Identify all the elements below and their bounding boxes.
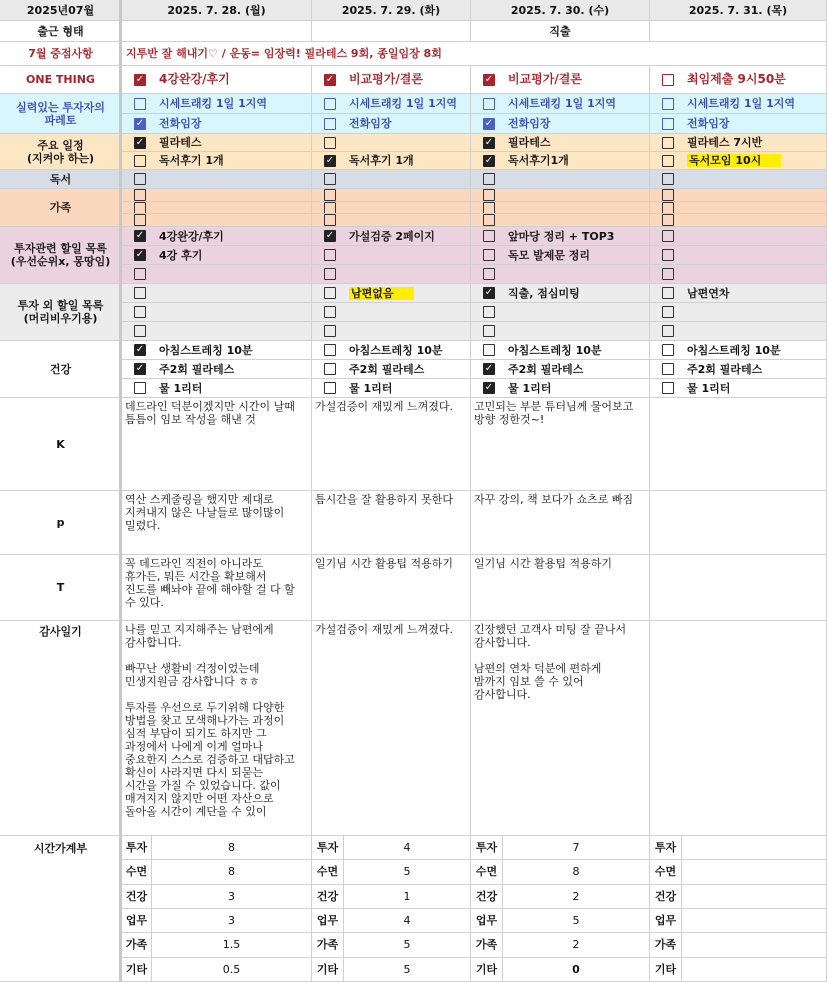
task-text: 전화임장 [349, 117, 392, 130]
reading-item[interactable] [312, 170, 471, 189]
checkbox-icon[interactable] [324, 268, 336, 280]
task-text: 독서후기 1개 [349, 154, 414, 167]
day-header: 2025. 7. 31. (목) [650, 0, 827, 21]
timebook-category: 기타 [312, 958, 344, 982]
row-label-timebook: 시간가계부 [0, 836, 122, 982]
task-text: 독모 발제문 정리 [508, 248, 591, 262]
investor-item[interactable] [312, 94, 471, 114]
timebook-category: 기타 [471, 958, 503, 982]
checkbox-icon[interactable] [483, 214, 495, 226]
schedule-item[interactable] [650, 134, 827, 152]
timebook-category: 가족 [650, 933, 682, 957]
task-text: 직출, 점심미팅 [508, 286, 580, 300]
checkbox-icon[interactable] [324, 189, 336, 201]
k-note[interactable] [650, 398, 827, 491]
checkbox-icon[interactable] [483, 306, 495, 318]
family-item[interactable] [122, 189, 312, 202]
timebook-value[interactable]: 1.5 [152, 933, 312, 957]
health-item[interactable] [650, 341, 827, 360]
checkbox-icon[interactable] [662, 214, 674, 226]
other-todo-item[interactable] [471, 284, 650, 303]
checkbox-icon[interactable] [662, 268, 674, 280]
other-todo-item[interactable] [650, 322, 827, 341]
task-text: 아침스트레칭 10분 [508, 343, 602, 357]
task-text: 앞마당 정리 + TOP3 [508, 229, 615, 243]
family-item[interactable] [650, 189, 827, 202]
checked-box-icon[interactable]: ✓ [135, 363, 145, 374]
timebook-category: 수면 [650, 860, 682, 884]
checkbox-icon[interactable] [324, 249, 336, 261]
health-item[interactable] [650, 379, 827, 398]
checkbox-icon[interactable] [483, 98, 495, 110]
investor-item[interactable] [471, 94, 650, 114]
checkbox-icon[interactable] [134, 173, 146, 185]
timebook-value[interactable]: 5 [344, 860, 471, 884]
focus-value: 지투반 잘 해내기♡ / 운동= 임장력! 필라테스 9회, 종일임장 8회 [126, 47, 442, 60]
checkbox-icon[interactable] [324, 118, 336, 130]
task-text: 독서모임 10시 [687, 154, 781, 167]
reading-item[interactable] [122, 170, 312, 189]
task-text: 독서후기1개 [508, 154, 569, 167]
gratitude-note[interactable]: 나를 믿고 지지해주는 남편에게 감사합니다. 빠꾸난 생활비 걱정이었는데 민생지원금 감사합니다 ㅎㅎ 투자를 우선으로 두기위해 다양한 방법을 찾고 모색해나가는 과정이 심적 부담이 되기도 하지만 그 과정에서 나에게 이게 얼마나 중요한지 스스로 검증하고 대답하고 확신이 사라지면 다시 되묻는 시간을 가질 수 있었습니다. 값이 매겨지지 않지만 어떤 자산으로 돌아올 시간이 계단을 수 있이 [122, 621, 312, 836]
checkbox-icon[interactable] [134, 202, 146, 214]
one-thing-task[interactable] [312, 66, 471, 94]
work-type-cell[interactable] [312, 21, 471, 42]
checkbox-icon[interactable] [662, 98, 674, 110]
task-text: 필라테스 [508, 136, 551, 149]
checked-box-icon[interactable]: ✓ [484, 73, 494, 85]
other-todo-item[interactable] [312, 303, 471, 322]
checkbox-icon[interactable] [483, 173, 495, 185]
checkbox-icon[interactable] [483, 189, 495, 201]
checked-box-icon[interactable]: ✓ [135, 249, 145, 260]
row-label-focus: 7월 중점사항 [0, 42, 122, 66]
family-item[interactable] [471, 214, 650, 227]
timebook-category: 수면 [122, 860, 152, 884]
timebook-value[interactable]: 4 [344, 909, 471, 933]
timebook-category: 가족 [471, 933, 503, 957]
checked-box-icon[interactable]: ✓ [135, 344, 145, 355]
row-label-gratitude: 감사일기 [0, 621, 122, 836]
checked-box-icon[interactable]: ✓ [135, 117, 145, 129]
timebook-category: 수면 [312, 860, 344, 884]
invest-todo-item[interactable] [650, 265, 827, 284]
frozen-column-divider[interactable] [119, 0, 122, 982]
checkbox-icon[interactable] [324, 325, 336, 337]
task-text: 아침스트레칭 10분 [159, 343, 253, 357]
gratitude-note[interactable] [650, 621, 827, 836]
gratitude-note[interactable]: 긴장했던 고객사 미팅 잘 끝나서 감사합니다. 남편의 연차 덕분에 편하게 밤까지 임보 쓸 수 있어 감사합니다. [471, 621, 650, 836]
checked-box-icon[interactable]: ✓ [484, 117, 494, 129]
p-note[interactable]: 역산 스케줄링을 했지만 제대로 지켜내지 않은 나날들로 많이많이 밀렸다. [122, 491, 312, 555]
invest-todo-item[interactable] [650, 227, 827, 246]
checkbox-icon[interactable] [324, 214, 336, 226]
timebook-category: 투자 [122, 836, 152, 860]
checkbox-icon[interactable] [483, 249, 495, 261]
checkbox-icon[interactable] [662, 382, 674, 394]
investor-item[interactable] [650, 94, 827, 114]
family-item[interactable] [312, 202, 471, 215]
checked-box-icon[interactable]: ✓ [325, 154, 335, 166]
one-thing-task[interactable] [122, 66, 312, 94]
family-item[interactable] [122, 214, 312, 227]
timebook-value[interactable]: 5 [344, 958, 471, 982]
timebook-value[interactable] [682, 836, 827, 860]
checkbox-icon[interactable] [662, 189, 674, 201]
one-thing-task[interactable] [650, 66, 827, 94]
p-note[interactable]: 자꾸 강의, 책 보다가 쇼츠로 빠짐 [471, 491, 650, 555]
other-todo-item[interactable] [312, 284, 471, 303]
timebook-value[interactable] [682, 885, 827, 909]
checkbox-icon[interactable] [483, 325, 495, 337]
health-item[interactable] [471, 379, 650, 398]
checked-box-icon[interactable]: ✓ [135, 136, 145, 148]
investor-item[interactable] [312, 114, 471, 134]
task-text: 전화임장 [687, 117, 730, 130]
timebook-value[interactable] [682, 860, 827, 884]
schedule-item[interactable] [650, 152, 827, 170]
task-text: 시세트래킹 1일 1지역 [349, 97, 457, 110]
invest-todo-item[interactable] [650, 246, 827, 265]
timebook-category: 기타 [650, 958, 682, 982]
k-note[interactable]: 데드라인 덕분이겠지만 시간이 날때 틈틈이 임보 작성을 해낸 것 [122, 398, 312, 491]
checkbox-icon[interactable] [483, 230, 495, 242]
checkbox-icon[interactable] [662, 306, 674, 318]
checkbox-icon[interactable] [324, 306, 336, 318]
task-text: 독서후기 1개 [159, 154, 224, 167]
timebook-category: 투자 [471, 836, 503, 860]
checkbox-icon[interactable] [483, 344, 495, 356]
checkbox-icon[interactable] [662, 118, 674, 130]
checkbox-icon[interactable] [324, 363, 336, 375]
timebook-value[interactable]: 5 [503, 909, 650, 933]
checkbox-icon[interactable] [483, 202, 495, 214]
health-item[interactable] [122, 360, 312, 379]
checkbox-icon[interactable] [483, 268, 495, 280]
task-text: 시세트래킹 1일 1지역 [687, 97, 795, 110]
checkbox-icon[interactable] [134, 214, 146, 226]
schedule-item[interactable] [122, 152, 312, 170]
other-todo-item[interactable] [471, 322, 650, 341]
invest-todo-item[interactable] [312, 265, 471, 284]
timebook-category: 건강 [471, 885, 503, 909]
row-label-work-type: 출근 형태 [0, 21, 122, 42]
month-header: 2025년07월 [0, 0, 122, 21]
checkbox-icon[interactable] [662, 249, 674, 261]
checkbox-icon[interactable] [662, 137, 674, 149]
task-text: 시세트래킹 1일 1지역 [159, 97, 267, 110]
checkbox-icon[interactable] [324, 173, 336, 185]
health-item[interactable] [312, 379, 471, 398]
t-note[interactable]: 일기님 시간 활용팁 적용하기 [471, 555, 650, 621]
schedule-item[interactable] [471, 134, 650, 152]
other-todo-item[interactable] [650, 284, 827, 303]
invest-todo-item[interactable] [312, 246, 471, 265]
health-item[interactable] [312, 360, 471, 379]
day-header: 2025. 7. 29. (화) [312, 0, 471, 21]
task-text: 아침스트레칭 10분 [687, 343, 781, 357]
timebook-value[interactable]: 1 [344, 885, 471, 909]
timebook-value[interactable] [682, 933, 827, 957]
row-label-k: K [0, 398, 122, 491]
health-item[interactable] [471, 341, 650, 360]
gratitude-note[interactable]: 가설검증이 재밌게 느껴졌다. [312, 621, 471, 836]
task-text: 4강완강/후기 [159, 229, 224, 243]
checkbox-icon[interactable] [134, 382, 146, 394]
reading-item[interactable] [650, 170, 827, 189]
timebook-category: 업무 [471, 909, 503, 933]
task-text: 비교평가/결론 [349, 72, 423, 86]
t-note[interactable] [650, 555, 827, 621]
family-item[interactable] [122, 202, 312, 215]
timebook-value[interactable]: 8 [503, 860, 650, 884]
checkbox-icon[interactable] [662, 325, 674, 337]
checkbox-icon[interactable] [662, 202, 674, 214]
checkbox-icon[interactable] [134, 325, 146, 337]
task-text: 남편연차 [687, 286, 730, 300]
timebook-value[interactable]: 3 [152, 909, 312, 933]
timebook-value[interactable]: 2 [503, 933, 650, 957]
work-type-cell[interactable]: 직출 [471, 21, 650, 42]
task-text: 주2회 필라테스 [687, 362, 763, 376]
checkbox-icon[interactable] [662, 287, 674, 299]
task-text: 주2회 필라테스 [159, 362, 235, 376]
checkbox-icon[interactable] [324, 98, 336, 110]
family-item[interactable] [471, 202, 650, 215]
timebook-category: 투자 [312, 836, 344, 860]
schedule-item[interactable] [471, 152, 650, 170]
p-note[interactable] [650, 491, 827, 555]
row-label-p: p [0, 491, 122, 555]
timebook-category: 건강 [122, 885, 152, 909]
health-item[interactable] [312, 341, 471, 360]
work-type-cell[interactable] [122, 21, 312, 42]
row-label-health: 건강 [0, 341, 122, 398]
invest-todo-item[interactable] [471, 246, 650, 265]
timebook-category: 가족 [312, 933, 344, 957]
checked-box-icon[interactable]: ✓ [135, 73, 145, 85]
focus-text[interactable] [122, 42, 827, 66]
health-item[interactable] [122, 341, 312, 360]
row-label-reading: 독서 [0, 170, 122, 189]
invest-todo-item[interactable] [122, 265, 312, 284]
timebook-value[interactable]: 0.5 [152, 958, 312, 982]
row-label-t: T [0, 555, 122, 621]
checkbox-icon[interactable] [662, 230, 674, 242]
k-note[interactable]: 가설검증이 재밌게 느껴졌다. [312, 398, 471, 491]
checkbox-icon[interactable] [662, 363, 674, 375]
task-text: 4강완강/후기 [159, 72, 230, 86]
checkbox-icon[interactable] [134, 268, 146, 280]
checked-box-icon[interactable]: ✓ [484, 287, 494, 298]
checked-box-icon[interactable]: ✓ [484, 382, 494, 393]
invest-todo-item[interactable] [122, 227, 312, 246]
schedule-item[interactable] [312, 152, 471, 170]
checkbox-icon[interactable] [662, 155, 674, 167]
invest-todo-item[interactable] [471, 265, 650, 284]
timebook-category: 기타 [122, 958, 152, 982]
row-label-other-todo: 투자 외 할일 목록 (머리비우기용) [0, 284, 122, 341]
row-label-schedule: 주요 일정 (지켜야 하는) [0, 134, 122, 170]
task-text: 4강 후기 [159, 248, 203, 262]
checkbox-icon[interactable] [662, 74, 674, 86]
task-text: 물 1리터 [349, 381, 393, 395]
timebook-value[interactable]: 7 [503, 836, 650, 860]
checkbox-icon[interactable] [324, 382, 336, 394]
checked-box-icon[interactable]: ✓ [135, 230, 145, 241]
invest-todo-item[interactable] [122, 246, 312, 265]
one-thing-task[interactable] [471, 66, 650, 94]
task-text: 남편없음 [349, 287, 414, 300]
row-label-invest-todo: 투자관련 할일 목록 (우선순위x, 몽땅임) [0, 227, 122, 284]
timebook-category: 수면 [471, 860, 503, 884]
timebook-value[interactable]: 5 [344, 933, 471, 957]
checkbox-icon[interactable] [134, 306, 146, 318]
timebook-value[interactable]: 2 [503, 885, 650, 909]
timebook-category: 업무 [312, 909, 344, 933]
checkbox-icon[interactable] [324, 287, 336, 299]
row-label-family: 가족 [0, 189, 122, 227]
t-note[interactable]: 꼭 데드라인 직전이 아니라도 휴가든, 뭐든 시간을 확보해서 진도를 빼놔야 끝에 해야할 걸 다 할 수 있다. [122, 555, 312, 621]
family-item[interactable] [471, 189, 650, 202]
checkbox-icon[interactable] [324, 344, 336, 356]
task-text: 필라테스 [159, 136, 202, 149]
timebook-category: 가족 [122, 933, 152, 957]
t-note[interactable]: 일기님 시간 활용팁 적용하기 [312, 555, 471, 621]
timebook-value[interactable]: 0 [503, 958, 650, 982]
investor-item[interactable] [471, 114, 650, 134]
task-text: 물 1리터 [687, 381, 731, 395]
task-text: 비교평가/결론 [508, 72, 582, 86]
checkbox-icon[interactable] [662, 344, 674, 356]
day-header: 2025. 7. 30. (수) [471, 0, 650, 21]
k-note[interactable]: 고민되는 부분 튜터님께 물어보고 방향 정한것~! [471, 398, 650, 491]
schedule-item[interactable] [312, 134, 471, 152]
task-text: 시세트래킹 1일 1지역 [508, 97, 616, 110]
schedule-item[interactable] [122, 134, 312, 152]
timebook-value[interactable] [682, 909, 827, 933]
investor-item[interactable] [122, 114, 312, 134]
health-item[interactable] [471, 360, 650, 379]
timebook-category: 업무 [650, 909, 682, 933]
timebook-value[interactable] [682, 958, 827, 982]
checkbox-icon[interactable] [134, 155, 146, 167]
checkbox-icon[interactable] [134, 189, 146, 201]
task-text: 주2회 필라테스 [349, 362, 425, 376]
task-text: 필라테스 7시반 [687, 136, 763, 149]
task-text: 최임제출 9시50분 [687, 72, 786, 86]
task-text: 전화임장 [508, 117, 551, 130]
task-text: 가설검증 2페이지 [349, 229, 435, 243]
task-text: 주2회 필라테스 [508, 362, 584, 376]
timebook-category: 투자 [650, 836, 682, 860]
family-item[interactable] [312, 189, 471, 202]
timebook-category: 건강 [650, 885, 682, 909]
task-text: 전화임장 [159, 117, 202, 130]
checked-box-icon[interactable]: ✓ [484, 363, 494, 374]
other-todo-item[interactable] [122, 303, 312, 322]
row-label-one-thing: ONE THING [0, 66, 122, 94]
timebook-value[interactable]: 8 [152, 836, 312, 860]
checkbox-icon[interactable] [662, 173, 674, 185]
task-text: 물 1리터 [508, 381, 552, 395]
checkbox-icon[interactable] [324, 202, 336, 214]
checkbox-icon[interactable] [324, 137, 336, 149]
timebook-category: 건강 [312, 885, 344, 909]
other-todo-item[interactable] [122, 284, 312, 303]
other-todo-item[interactable] [650, 303, 827, 322]
task-text: 아침스트레칭 10분 [349, 343, 443, 357]
timebook-category: 업무 [122, 909, 152, 933]
family-item[interactable] [650, 202, 827, 215]
invest-todo-item[interactable] [471, 227, 650, 246]
p-note[interactable]: 틈시간을 잘 활용하지 못한다 [312, 491, 471, 555]
other-todo-item[interactable] [471, 303, 650, 322]
checked-box-icon[interactable]: ✓ [484, 136, 494, 148]
checkbox-icon[interactable] [134, 98, 146, 110]
work-type-cell[interactable] [650, 21, 827, 42]
timebook-value[interactable]: 4 [344, 836, 471, 860]
other-todo-item[interactable] [122, 322, 312, 341]
day-header: 2025. 7. 28. (월) [122, 0, 312, 21]
row-label-investor: 실력있는 투자자의 파레토 [0, 94, 122, 134]
checked-box-icon[interactable]: ✓ [325, 230, 335, 241]
family-item[interactable] [312, 214, 471, 227]
health-item[interactable] [122, 379, 312, 398]
invest-todo-item[interactable] [312, 227, 471, 246]
family-item[interactable] [650, 214, 827, 227]
other-todo-item[interactable] [312, 322, 471, 341]
task-text: 물 1리터 [159, 381, 203, 395]
investor-item[interactable] [122, 94, 312, 114]
checked-box-icon[interactable]: ✓ [325, 73, 335, 85]
timebook-value[interactable]: 8 [152, 860, 312, 884]
checkbox-icon[interactable] [134, 287, 146, 299]
investor-item[interactable] [650, 114, 827, 134]
reading-item[interactable] [471, 170, 650, 189]
timebook-value[interactable]: 3 [152, 885, 312, 909]
health-item[interactable] [650, 360, 827, 379]
checked-box-icon[interactable]: ✓ [484, 154, 494, 166]
